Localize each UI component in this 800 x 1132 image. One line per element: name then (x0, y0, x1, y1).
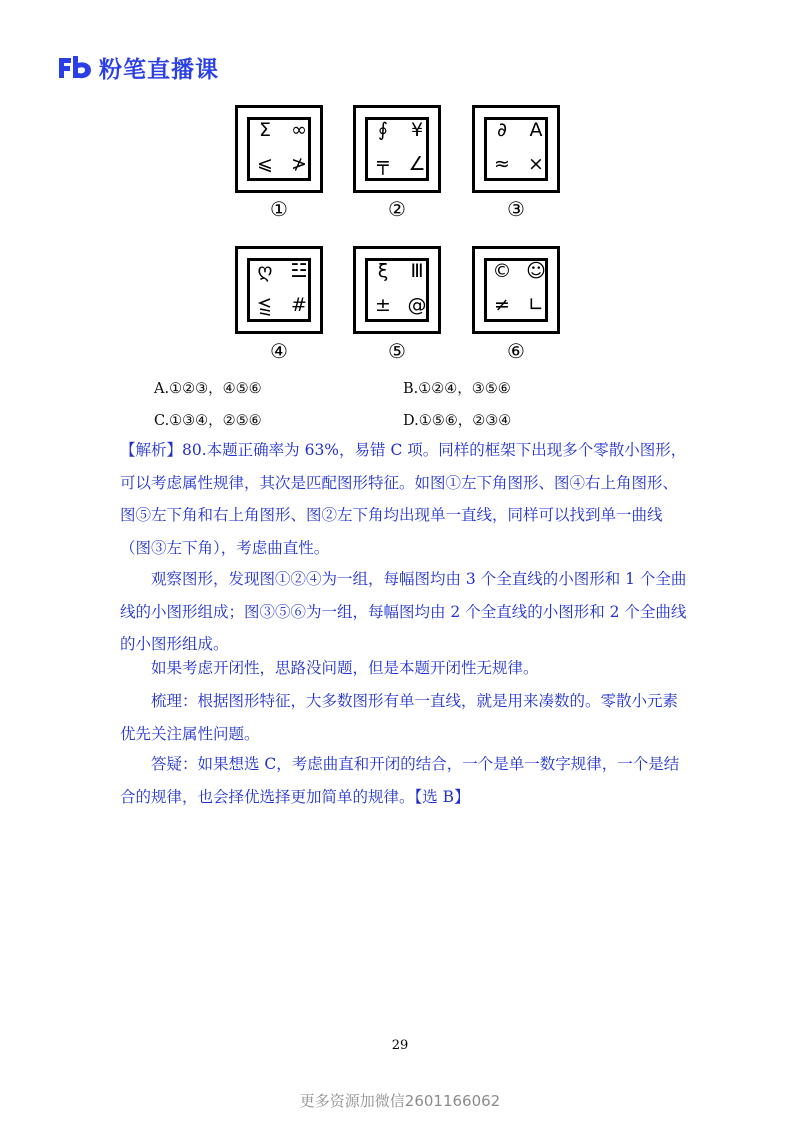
figure-6-symbol-br: ∟ (528, 294, 544, 316)
logo-text: 粉笔直播课 (99, 56, 219, 83)
option-c: C.①③④，②⑤⑥ (154, 413, 262, 429)
figure-5-symbol-tl: ξ (377, 260, 389, 282)
figure-3-symbol-tl: ∂ (497, 119, 507, 141)
figure-1-symbol-br: ≯ (291, 153, 307, 175)
figure-4-symbol-tr: ☳ (290, 260, 308, 282)
figure-2-label: ② (388, 197, 406, 221)
figure-6-symbol-tl: © (492, 260, 512, 282)
page-number: 29 (391, 1038, 409, 1053)
figure-2 (353, 105, 441, 193)
analysis-text-5: 答疑：如果想选 C，考虑曲直和开闭的结合，一个是单一数字规律，一个是结合的规律，也会择优选择更加简单的规律。【选 B】 (120, 755, 680, 806)
figure-5-symbol-bl: ± (375, 294, 391, 316)
figure-5-label: ⑤ (388, 339, 406, 363)
figure-5-symbol-br: @ (407, 294, 427, 316)
figure-1-symbol-tl: Σ (258, 119, 271, 141)
figure-3-symbol-br: × (528, 153, 544, 175)
analysis-paragraph-2 (120, 563, 690, 661)
analysis-text-4: 梳理：根据图形特征，大多数图形有单一直线，就是用来凑数的。零散小元素优先关注属性问题。 (120, 692, 679, 743)
figure-2-symbol-tr: ¥ (410, 119, 424, 141)
figure-4-symbol-tl: ღ (257, 260, 273, 282)
figure-1-symbol-bl: ⩽ (257, 153, 273, 175)
figure-4 (235, 246, 323, 334)
analysis-text-1: 【解析】80.本题正确率为 63%，易错 C 项。同样的框架下出现多个零散小图形，可以考虑属性规律，其次是匹配图形特征。如图①左下角图形、图④右上角图形、图⑤左下角和右上角图形、图②左下角均出现单一直线，同样可以找到单一曲线（图③左下角），考虑曲直性。 (120, 441, 687, 557)
figure-6-label: ⑥ (507, 339, 525, 363)
figure-3-label: ③ (507, 197, 525, 221)
figure-4-symbol-bl (252, 292, 278, 318)
figure-1 (235, 105, 323, 193)
figure-2-symbol-bl: ╤ (377, 153, 389, 175)
figure-3-symbol-tr: A (529, 119, 543, 141)
figure-6-symbol-bl: ≠ (494, 294, 510, 316)
figure-5-symbol-tr: Ⅲ (410, 260, 424, 282)
figure-3-symbol-bl: ≈ (494, 153, 510, 175)
figure-2-symbol-br: ∠ (408, 153, 426, 175)
figure-4-symbol-br: # (291, 294, 307, 316)
figure-3 (472, 105, 560, 193)
fb-logo-icon (57, 54, 93, 80)
figure-5 (353, 246, 441, 334)
figure-1-symbol-tr: ∞ (291, 119, 307, 141)
figure-6 (472, 246, 560, 334)
option-d: D.①⑤⑥，②③④ (403, 413, 512, 429)
analysis-paragraph-4 (120, 685, 690, 750)
brand-logo (57, 51, 219, 83)
option-a: A.①②③，④⑤⑥ (154, 381, 262, 397)
figure-4-label: ④ (270, 339, 288, 363)
analysis-paragraph-5 (120, 748, 690, 813)
analysis-paragraph-3 (120, 652, 690, 685)
figure-2-symbol-tl: ∮ (378, 119, 388, 141)
footer-watermark: 更多资源加微信2601166062 (299, 1092, 501, 1110)
analysis-text-2: 观察图形，发现图①②④为一组，每幅图均由 3 个全直线的小图形和 1 个全曲线的小图形组成；图③⑤⑥为一组，每幅图均由 2 个全直线的小图形和 2 个全曲线的小图形组成。 (120, 570, 687, 653)
analysis-paragraph-1 (120, 434, 690, 564)
figure-6-symbol-tr: ☺ (526, 260, 546, 282)
figure-1-label: ① (270, 197, 288, 221)
analysis-text-3: 如果考虑开闭性，思路没问题，但是本题开闭性无规律。 (151, 659, 539, 677)
option-b: B.①②④，③⑤⑥ (403, 381, 511, 397)
